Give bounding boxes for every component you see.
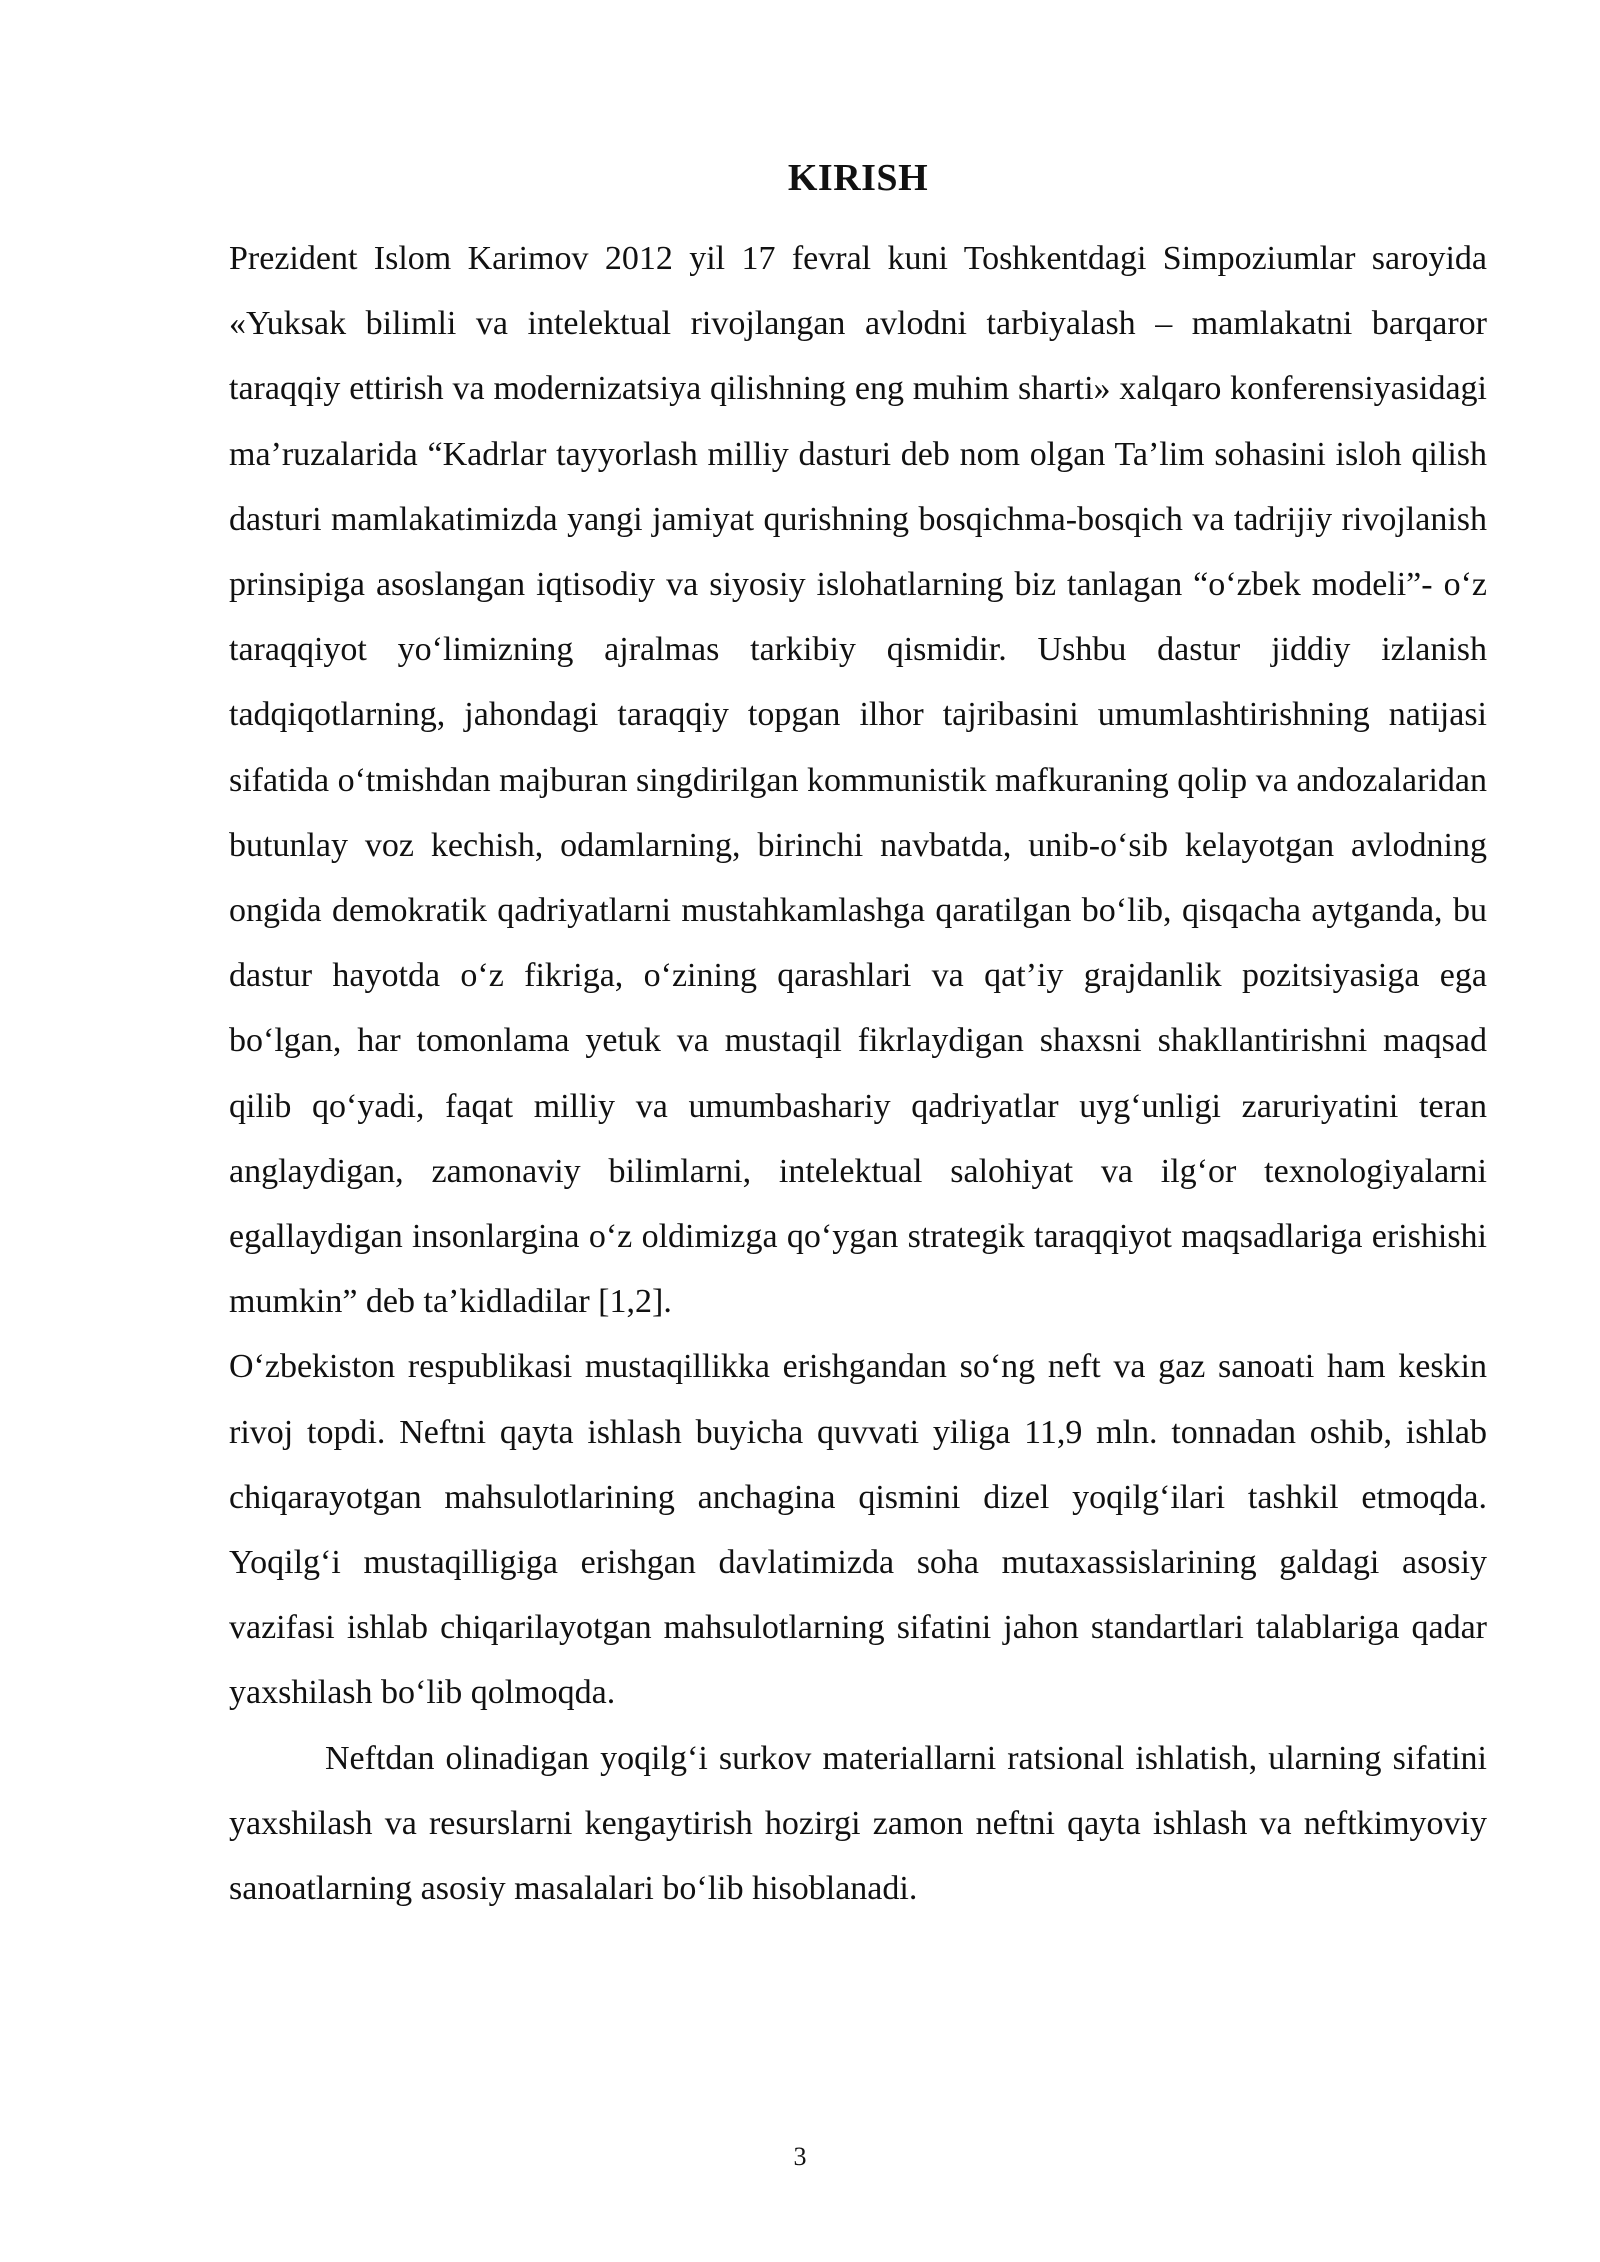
page-content	[229, 150, 1487, 1921]
paragraph-intro: Prezident Islom Karimov 2012 yil 17 fevral kuni Toshkentdagi Simpoziumlar saroyida «Yuksak bilimli va intelektual rivojlangan avlodni tarbiyalash – mamlakatni barqaror taraqqiy ettirish va modernizatsiya qilishning eng muhim sharti» xalqaro konferensiyasidagi ma’ruzalarida “Kadrlar tayyorlash milliy dasturi deb nom olgan Ta’lim sohasini isloh qilish dasturi mamlakatimizda yangi jamiyat qurishning bosqichma-bosqich va tadrijiy rivojlanish prinsipiga asoslangan iqtisodiy va siyosiy islohatlarning biz tanlagan “o‘zbek modeli”- o‘z taraqqiyot yo‘limizning ajralmas tarkibiy qismidir. Ushbu dastur jiddiy izlanish tadqiqotlarning, jahondagi taraqqiy topgan ilhor tajribasini umumlashtirishning natijasi sifatida o‘tmishdan majburan singdirilgan kommunistik mafkuraning qolip va andozalaridan butunlay voz kechish, odamlarning, birinchi navbatda, unib-o‘sib kelayotgan avlodning ongida demokratik qadriyatlarni mustahkamlashga qaratilgan bo‘lib, qisqacha aytganda, bu dastur hayotda o‘z fikriga, o‘zining qarashlari va qat’iy grajdanlik pozitsiyasiga ega bo‘lgan, har tomonlama yetuk va mustaqil fikrlaydigan shaxsni shakllantirishni maqsad qilib qo‘yadi, faqat milliy va umumbashariy qadriyatlar uyg‘unligi zaruriyatini teran anglaydigan, zamonaviy bilimlarni, intelektual salohiyat va ilg‘or texnologiyalarni egallaydigan insonlargina o‘z oldimizga qo‘ygan strategik taraqqiyot maqsadlariga erishishi mumkin” deb ta’kidladilar [1,2].	[229, 240, 1487, 1321]
paragraph-oil-gas: O‘zbekiston respublikasi mustaqillikka erishgandan so‘ng neft va gaz sanoati ham keskin rivoj topdi. Neftni qayta ishlash buyicha quvvati yiliga 11,9 mln. tonnadan oshib, ishlab chiqarayotgan mahsulotlarining anchagina qismini dizel yoqilg‘ilari tashkil etmoqda. Yoqilg‘i mustaqilligiga erishgan davlatimizda soha mutaxassislarining galdagi asosiy vazifasi ishlab chiqarilayotgan mahsulotlarning sifatini jahon standartlari talablariga qadar yaxshilash bo‘lib qolmoqda.	[229, 1348, 1487, 1712]
page-number: 3	[793, 2142, 807, 2171]
paragraph-fuel-materials: Neftdan olinadigan yoqilg‘i surkov materiallarni ratsional ishlatish, ularning sifatini yaxshilash va resurslarni kengaytirish hozirgi zamon neftni qayta ishlash va neftkimyoviy sanoatlarning asosiy masalalari bo‘lib hisoblanadi.	[229, 1739, 1487, 1908]
section-heading: KIRISH	[787, 157, 929, 199]
